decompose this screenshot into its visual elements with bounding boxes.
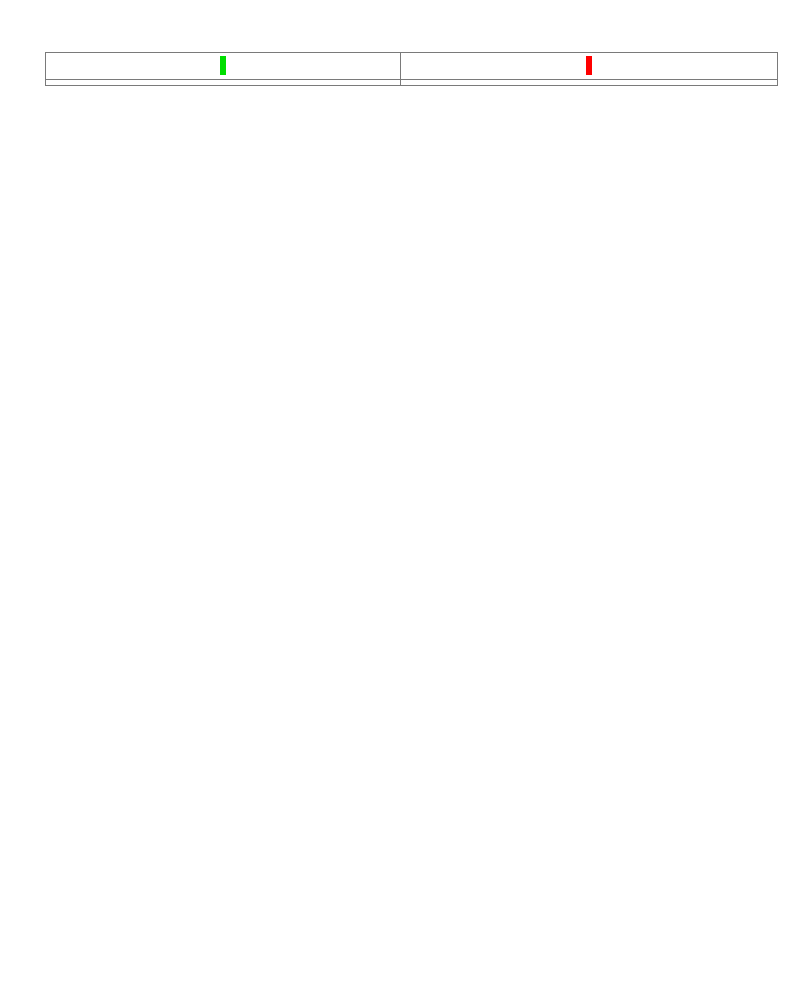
stable-header-cell — [46, 53, 401, 80]
unstable-header — [586, 56, 592, 75]
priority-table — [45, 52, 778, 86]
table-header-row — [46, 53, 778, 80]
table-body-row — [46, 80, 778, 86]
stable-header — [220, 56, 226, 75]
unstable-header-cell — [401, 53, 778, 80]
stable-column — [46, 80, 401, 86]
unstable-column — [401, 80, 778, 86]
